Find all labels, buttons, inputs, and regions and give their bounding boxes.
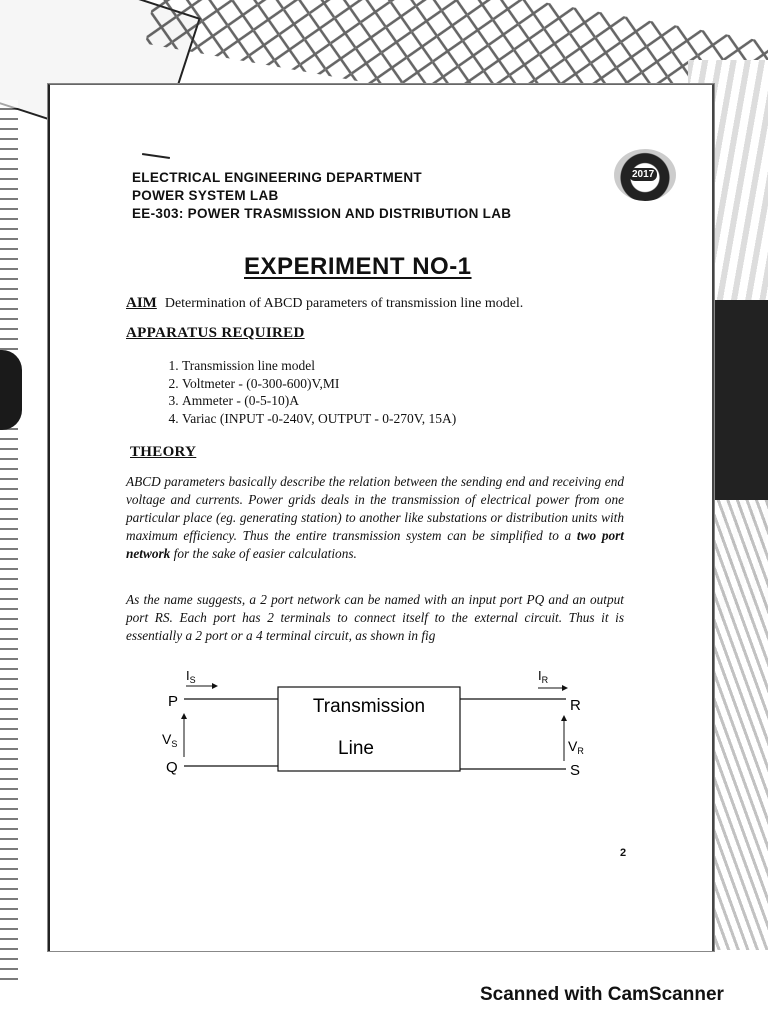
box-label-line1: Transmission bbox=[312, 696, 426, 717]
label-Vr bbox=[568, 738, 584, 756]
logo-year: 2017 bbox=[629, 168, 657, 181]
label-Ir-main: I bbox=[538, 668, 542, 683]
terminal-Q: Q bbox=[166, 759, 178, 776]
background-right-wood bbox=[708, 500, 768, 950]
list-item: 3. Ammeter - (0-5-10)A bbox=[182, 392, 456, 410]
label-Is bbox=[186, 668, 196, 685]
theory-text: ABCD parameters basically describe the relation between the sending end and receiving end voltage and currents. Power grids deals in the transmission of electrical power from one particular place (eg. generating station) to another like substations or distribution units with maximum efficiency. Thus the entire transmission system can be simplified to a bbox=[126, 474, 624, 543]
course-line: EE-303: POWER TRASMISSION AND DISTRIBUTION LAB bbox=[132, 206, 512, 221]
label-Vs-main: V bbox=[162, 731, 172, 747]
box-label-line2: Line bbox=[338, 738, 374, 759]
apparatus-list bbox=[160, 357, 456, 427]
list-item: 4. Variac (INPUT -0-240V, OUTPUT - 0-270V, 15A) bbox=[182, 410, 456, 428]
label-Vr-main: V bbox=[568, 738, 578, 754]
terminal-P: P bbox=[168, 693, 179, 710]
page-title: EXPERIMENT NO-1 bbox=[244, 253, 472, 280]
label-Ir-sub: R bbox=[541, 675, 549, 685]
camscanner-watermark: Scanned with CamScanner bbox=[480, 984, 724, 1005]
arrow-Ir-head bbox=[562, 685, 568, 691]
department-line: ELECTRICAL ENGINEERING DEPARTMENT bbox=[132, 170, 422, 185]
theory-bold-term: two port network bbox=[126, 528, 625, 561]
background-left-tab bbox=[0, 350, 22, 430]
header-dash bbox=[142, 153, 170, 159]
label-Is-sub: S bbox=[189, 675, 196, 685]
terminal-R: R bbox=[570, 697, 581, 714]
aim-label: AIM bbox=[126, 295, 157, 311]
apparatus-heading: APPARATUS REQUIRED bbox=[126, 325, 305, 341]
label-Vs bbox=[162, 731, 177, 749]
arrow-Vs-head bbox=[181, 713, 187, 719]
aim-text: Determination of ABCD parameters of transmission line model. bbox=[164, 296, 524, 311]
terminal-S: S bbox=[570, 762, 581, 779]
lab-line: POWER SYSTEM LAB bbox=[132, 188, 279, 203]
label-Vr-sub: R bbox=[577, 746, 584, 756]
theory-paragraph-2: As the name suggests, a 2 port network can be named with an input port PQ and an output port RS. Each port has 2 terminals to connect itself to the external circuit. Thus it is essentially a 2 port or a 4 terminal circuit, as shown in fig bbox=[126, 592, 624, 643]
theory-paragraph-1 bbox=[126, 473, 624, 563]
label-Is-main: I bbox=[186, 668, 190, 683]
page-header bbox=[132, 169, 511, 223]
list-item: 1. Transmission line model bbox=[182, 357, 456, 375]
two-port-network-diagram bbox=[148, 661, 588, 801]
theory-heading: THEORY bbox=[130, 444, 197, 460]
background-left-edge bbox=[0, 100, 18, 980]
list-item: 2. Voltmeter - (0-300-600)V,MI bbox=[182, 375, 456, 393]
document-page bbox=[48, 84, 714, 951]
page-number: 2 bbox=[620, 847, 627, 859]
label-Ir bbox=[538, 668, 549, 685]
arrow-Is-head bbox=[212, 683, 218, 689]
theory-text: for the sake of easier calculations. bbox=[170, 546, 357, 561]
arrow-Vr-head bbox=[561, 715, 567, 721]
label-Vs-sub: S bbox=[171, 739, 178, 749]
logo-seal bbox=[614, 149, 676, 201]
aim-section bbox=[126, 295, 523, 312]
